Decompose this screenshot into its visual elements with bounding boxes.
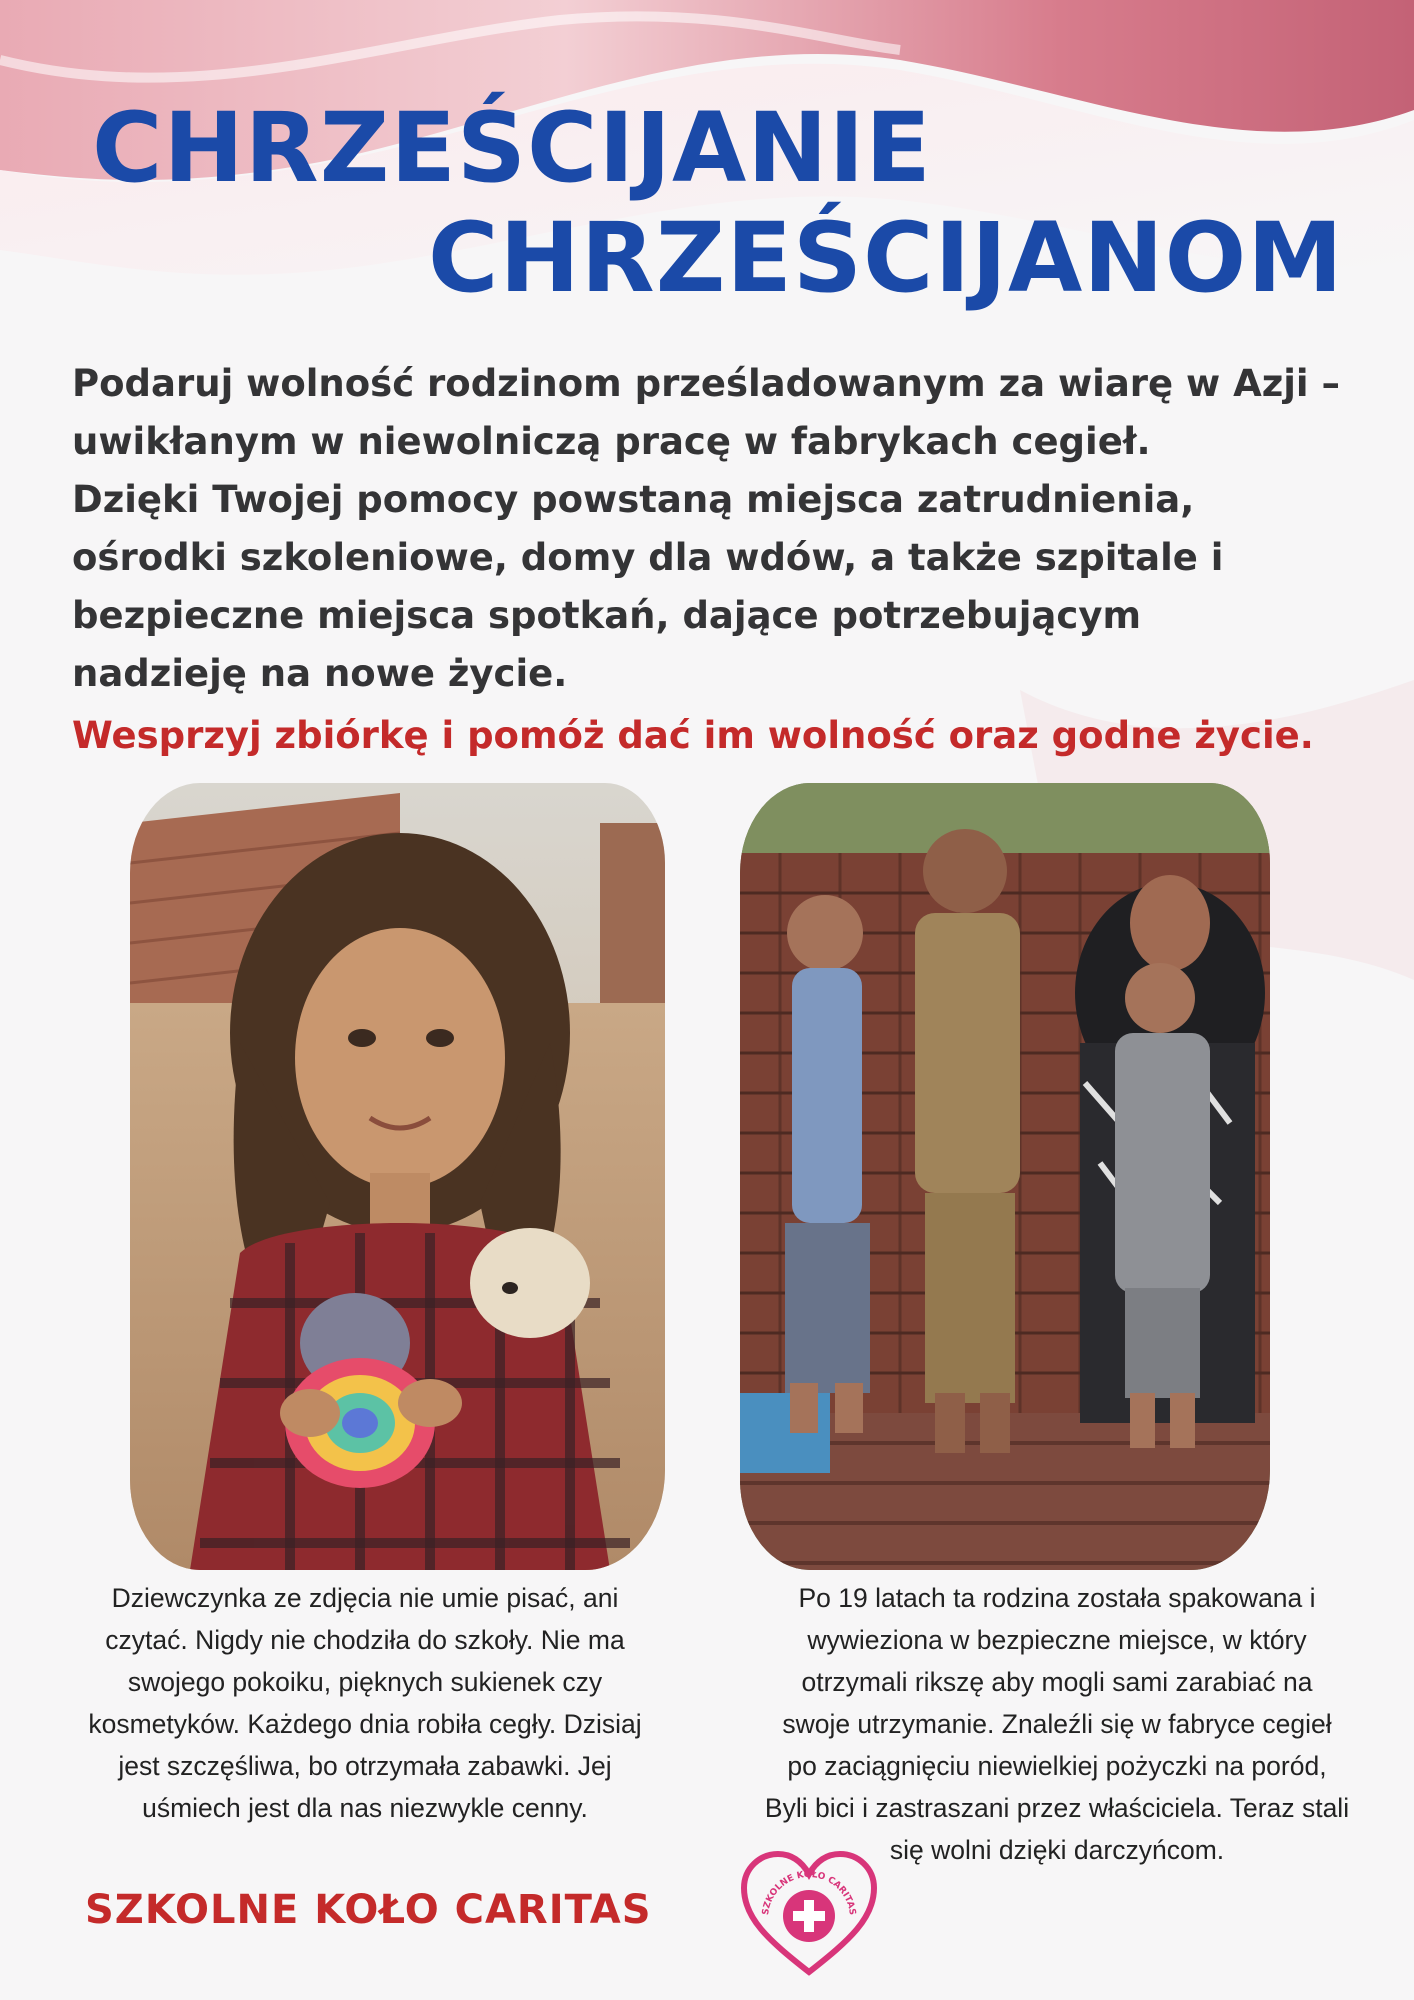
caption-family (700, 1577, 1414, 1871)
caption-line: swoje utrzymanie. Znaleźli się w fabryce cegieł (782, 1709, 1332, 1739)
intro-text (72, 355, 1392, 765)
caption-line: czytać. Nigdy nie chodziła do szkoły. Nie ma (105, 1625, 625, 1655)
caption-line: otrzymali rikszę aby mogli sami zarabiać na (801, 1667, 1313, 1697)
caption-line: swojego pokoiku, pięknych sukienek czy (127, 1667, 603, 1697)
intro-line: nadzieję na nowe życie. (72, 652, 568, 695)
title-line-1: CHRZEŚCIJANIE (92, 92, 932, 204)
photo-family-at-brick-kiln (740, 783, 1270, 1570)
intro-line: bezpieczne miejsca spotkań, dające potrzebującym (72, 594, 1142, 637)
caption-line: po zaciągnięciu niewielkiej pożyczki na poród, (787, 1751, 1327, 1781)
caption-line: wywieziona w bezpieczne miejsce, w który (807, 1625, 1307, 1655)
intro-line: uwikłanym w niewolniczą pracę w fabrykach cegieł. (72, 420, 1151, 463)
caption-line: Po 19 latach ta rodzina została spakowana i (798, 1583, 1316, 1613)
caption-line: się wolni dzięki darczyńcom. (889, 1835, 1225, 1865)
caption-line: Dziewczynka ze zdjęcia nie umie pisać, ani (111, 1583, 619, 1613)
logo-text: SZKOLNE KOŁO CARITAS (761, 1869, 857, 1916)
intro-line: Dzięki Twojej pomocy powstaną miejsca zatrudnienia, (72, 478, 1195, 521)
caritas-heart-logo-icon (738, 1848, 880, 1978)
caption-line: Byli bici i zastraszani przez właściciela. Teraz stali (764, 1793, 1350, 1823)
intro-line: ośrodki szkoleniowe, domy dla wdów, a także szpitale i (72, 536, 1224, 579)
caption-girl (10, 1577, 720, 1829)
call-to-action: Wesprzyj zbiórkę i pomóż dać im wolność oraz godne życie. (72, 714, 1314, 757)
title-line-2: CHRZEŚCIJANOM (428, 202, 1344, 314)
organization-name: SZKOLNE KOŁO CARITAS (85, 1887, 652, 1933)
caption-line: kosmetyków. Każdego dnia robiła cegły. Dzisiaj (88, 1709, 642, 1739)
caption-line: uśmiech jest dla nas niezwykle cenny. (142, 1793, 588, 1823)
intro-line: Podaruj wolność rodzinom prześladowanym za wiarę w Azji – (72, 362, 1340, 405)
caption-line: jest szczęśliwa, bo otrzymała zabawki. Jej (118, 1751, 612, 1781)
photo-girl-with-toys (130, 783, 665, 1570)
